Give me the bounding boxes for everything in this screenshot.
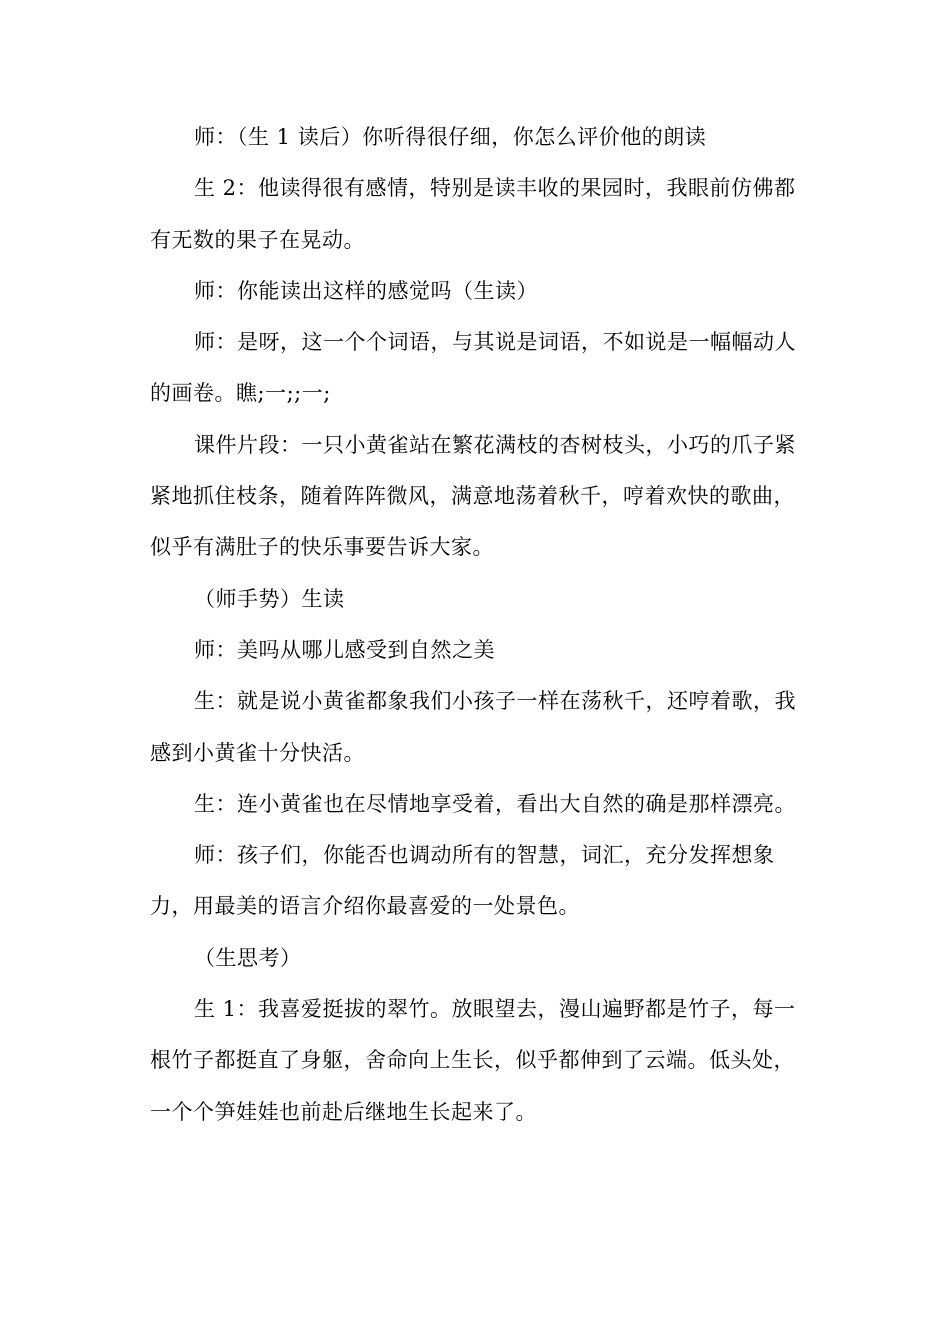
paragraph-student-thinking: （生思考）: [194, 945, 302, 970]
document-body: [150, 112, 800, 1138]
paragraph-teacher-picture-scroll: 师：是呀，这一个个词语，与其说是词语，不如说是一幅幅动人的画卷。瞧;一;;一;: [150, 330, 796, 406]
paragraph-teacher-evaluate-reading: 师：（生 1 读后）你听得很仔细，你怎么评价他的朗读: [194, 125, 707, 149]
paragraph-teacher-read-feeling: 师：你能读出这样的感觉吗（生读）: [194, 278, 538, 303]
paragraph-student-swing: 生：就是说小黄雀都象我们小孩子一样在荡秋千，还哼着歌，我感到小黄雀十分快活。: [150, 689, 796, 765]
paragraph-teacher-imagination: 师：孩子们，你能否也调动所有的智慧，词汇，充分发挥想象力，用最美的语言介绍你最喜爱的一处景色。: [150, 843, 775, 919]
paragraph-student1-bamboo: 生 1：我喜爱挺拔的翠竹。放眼望去，漫山遍野都是竹子，每一根竹子都挺直了身躯，舍命向上生长，似乎都伸到了云端。低头处，一个个笋娃娃也前赴后继地生长起来了。: [150, 997, 796, 1124]
paragraph-student2-response: 生 2：他读得很有感情，特别是读丰收的果园时，我眼前仿佛都有无数的果子在晃动。: [150, 176, 796, 252]
paragraph-courseware-clip: 课件片段：一只小黄雀站在繁花满枝的杏树枝头，小巧的爪子紧紧地抓住枝条，随着阵阵微风，满意地荡着秋千，哼着欢快的歌曲，似乎有满肚子的快乐事要告诉大家。: [150, 432, 796, 560]
paragraph-teacher-beauty-question: 师：美吗从哪儿感受到自然之美: [194, 637, 495, 662]
paragraph-teacher-gesture: （师手势）生读: [194, 586, 345, 611]
paragraph-student-nature: 生：连小黄雀也在尽情地享受着，看出大自然的确是那样漂亮。: [194, 791, 796, 816]
